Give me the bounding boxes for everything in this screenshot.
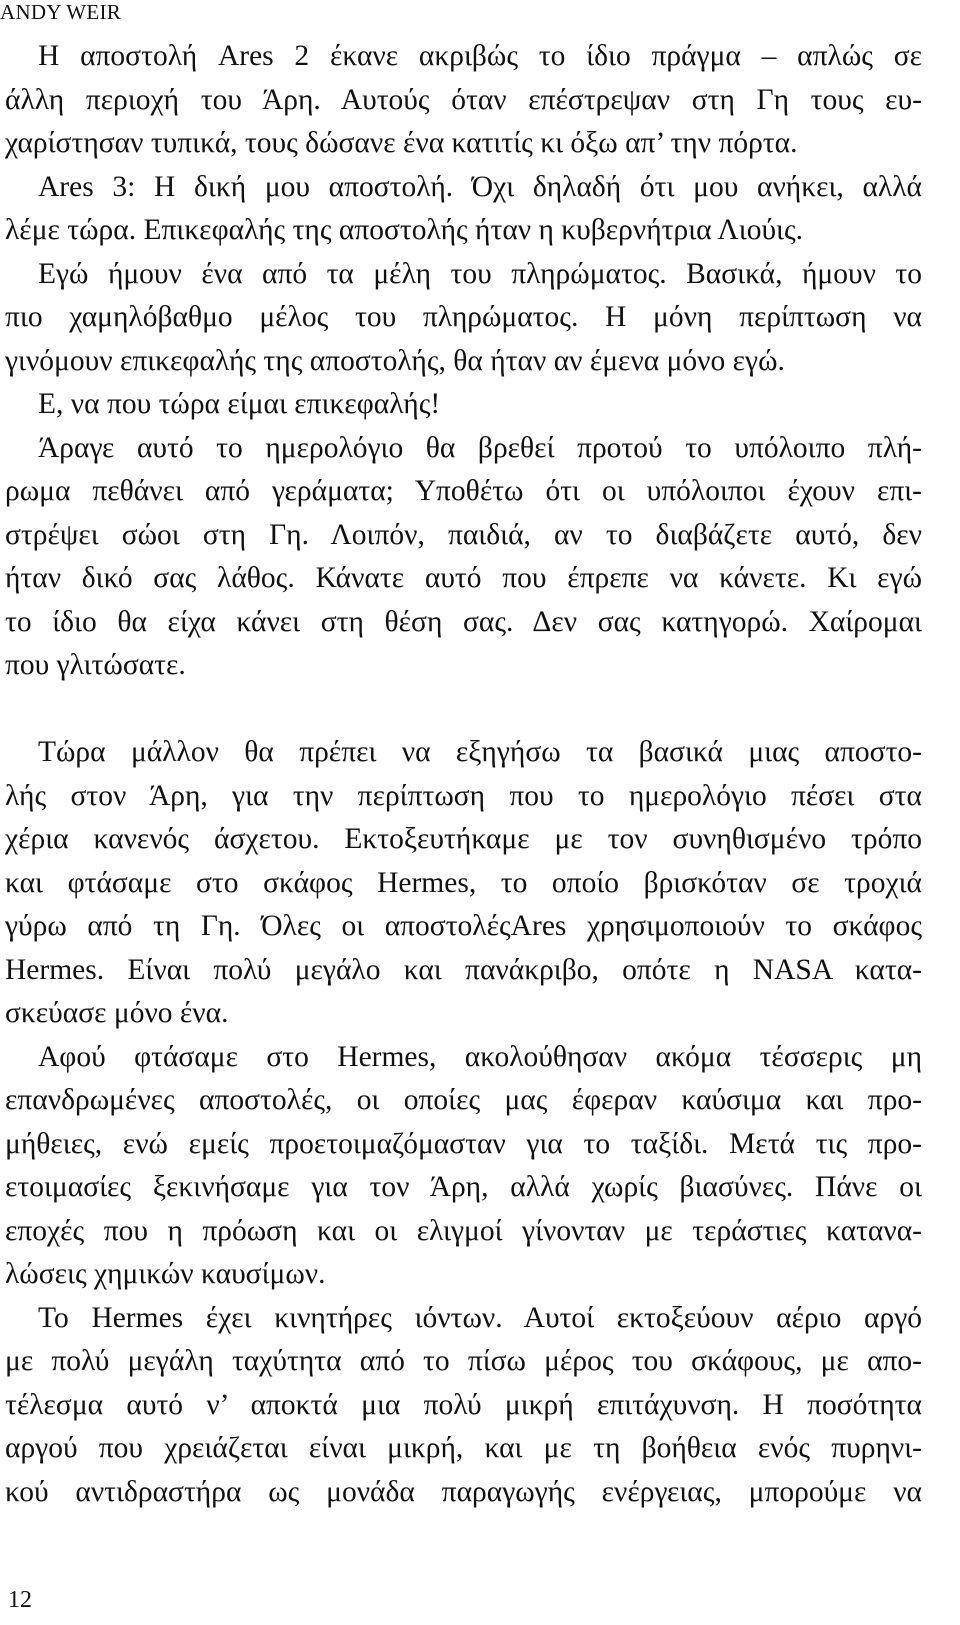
paragraph — [5, 1036, 922, 1297]
paragraph — [5, 35, 922, 166]
text-line: που γλιτώσατε. — [5, 649, 186, 681]
paragraph — [5, 427, 922, 688]
paragraph — [5, 731, 922, 1036]
paragraph — [5, 1297, 922, 1515]
text-line: άλλη περιοχή του Άρη. Αυτούς όταν επέστρεψαν στη Γη τους ευ- — [5, 83, 922, 116]
text-line: χέρια κανενός άσχετου. Εκτοξευτήκαμε με τον συνηθισμένο τρόπο — [5, 823, 922, 855]
text-line: κού αντιδραστήρα ως μονάδα παραγωγής ενέργειας, μπορούμε να — [5, 1475, 922, 1508]
text-line: λώσεις χημικών καυσίμων. — [5, 1258, 326, 1290]
text-line: σκεύασε μόνο ένα. — [5, 997, 229, 1029]
text-line: επανδρωμένες αποστολές, οι οποίες μας έφεραν καύσιμα και προ- — [5, 1084, 922, 1116]
text-line: Ares 3: Η δική μου αποστολή. Όχι δηλαδή ότι μου ανήκει, αλλά — [38, 170, 922, 203]
paragraph — [5, 253, 922, 384]
running-head: ANDY WEIR — [0, 0, 122, 24]
text-line: μήθειες, ενώ εμείς προετοιμαζόμασταν για το ταξίδι. Μετά τις προ- — [5, 1127, 922, 1160]
text-line: Άραγε αυτό το ημερολόγιο θα βρεθεί προτού το υπόλοιπο πλή- — [38, 431, 922, 464]
section-break — [5, 688, 922, 732]
text-line: λέμε τώρα. Επικεφαλής της αποστολής ήταν η κυβερνήτρια Λιούις. — [5, 214, 804, 246]
text-line: τέλεσμα αυτό ν’ αποκτά μια πολύ μικρή επιτάχυνση. Η ποσότητα — [5, 1388, 922, 1421]
text-line: αργού που χρειάζεται είναι μικρή, και με τη βοήθεια ενός πυρηνι- — [5, 1432, 922, 1464]
text-line: ήταν δικό σας λάθος. Κάνατε αυτό που έπρεπε να κάνετε. Κι εγώ — [5, 562, 922, 594]
text-line: Τώρα μάλλον θα πρέπει να εξηγήσω τα βασικά μιας αποστο- — [38, 736, 922, 768]
text-line: Το Hermes έχει κινητήρες ιόντων. Αυτοί εκτοξεύουν αέριο αργό — [38, 1301, 922, 1334]
text-line: γύρω από τη Γη. Όλες οι αποστολέςAres χρησιμοποιούν το σκάφος — [5, 910, 922, 942]
text-line: με πολύ μεγάλη ταχύτητα από το πίσω μέρος του σκάφους, με απο- — [5, 1345, 922, 1377]
text-line: γινόμουν επικεφαλής της αποστολής, θα ήταν αν έμενα μόνο εγώ. — [5, 344, 785, 377]
text-line: χαρίστησαν τυπικά, τους δώσανε ένα κατιτίς κι όξω απ’ την πόρτα. — [5, 127, 798, 159]
text-line: το ίδιο θα είχα κάνει στη θέση σας. Δεν σας κατηγορώ. Χαίρομαι — [5, 605, 922, 638]
text-line: Hermes. Είναι πολύ μεγάλο και πανάκριβο, οπότε η NASA κατα- — [5, 953, 922, 986]
text-line: Εγώ ήμουν ένα από τα μέλη του πληρώματος. Βασικά, ήμουν το — [38, 257, 922, 290]
text-line: πιο χαμηλόβαθμο μέλος του πληρώματος. Η μόνη περίπτωση να — [5, 301, 922, 333]
page-number: 12 — [8, 1587, 32, 1613]
paragraph — [5, 166, 922, 253]
paragraph — [5, 383, 922, 427]
body-text — [5, 35, 922, 1514]
text-line: Η αποστολή Ares 2 έκανε ακριβώς το ίδιο πράγμα – απλώς σε — [38, 40, 922, 72]
text-line: ετοιμασίες ξεκινήσαμε για τον Άρη, αλλά χωρίς βιασύνες. Πάνε οι — [5, 1171, 922, 1203]
text-line: στρέψει σώοι στη Γη. Λοιπόν, παιδιά, αν το διαβάζετε αυτό, δεν — [5, 518, 922, 551]
text-line: εποχές που η πρόωση και οι ελιγμοί γίνονταν με τεράστιες κατανα- — [5, 1214, 922, 1247]
text-line: ρωμα πεθάνει από γεράματα; Υποθέτω ότι οι υπόλοιποι έχουν επι- — [5, 475, 922, 507]
text-line: Αφού φτάσαμε στο Hermes, ακολούθησαν ακόμα τέσσερις μη — [38, 1040, 922, 1073]
text-line: Ε, να που τώρα είμαι επικεφαλής! — [38, 388, 441, 420]
text-line: και φτάσαμε στο σκάφος Hermes, το οποίο βρισκόταν σε τροχιά — [5, 866, 922, 899]
text-line: λής στον Άρη, για την περίπτωση που το ημερολόγιο πέσει στα — [5, 779, 922, 812]
